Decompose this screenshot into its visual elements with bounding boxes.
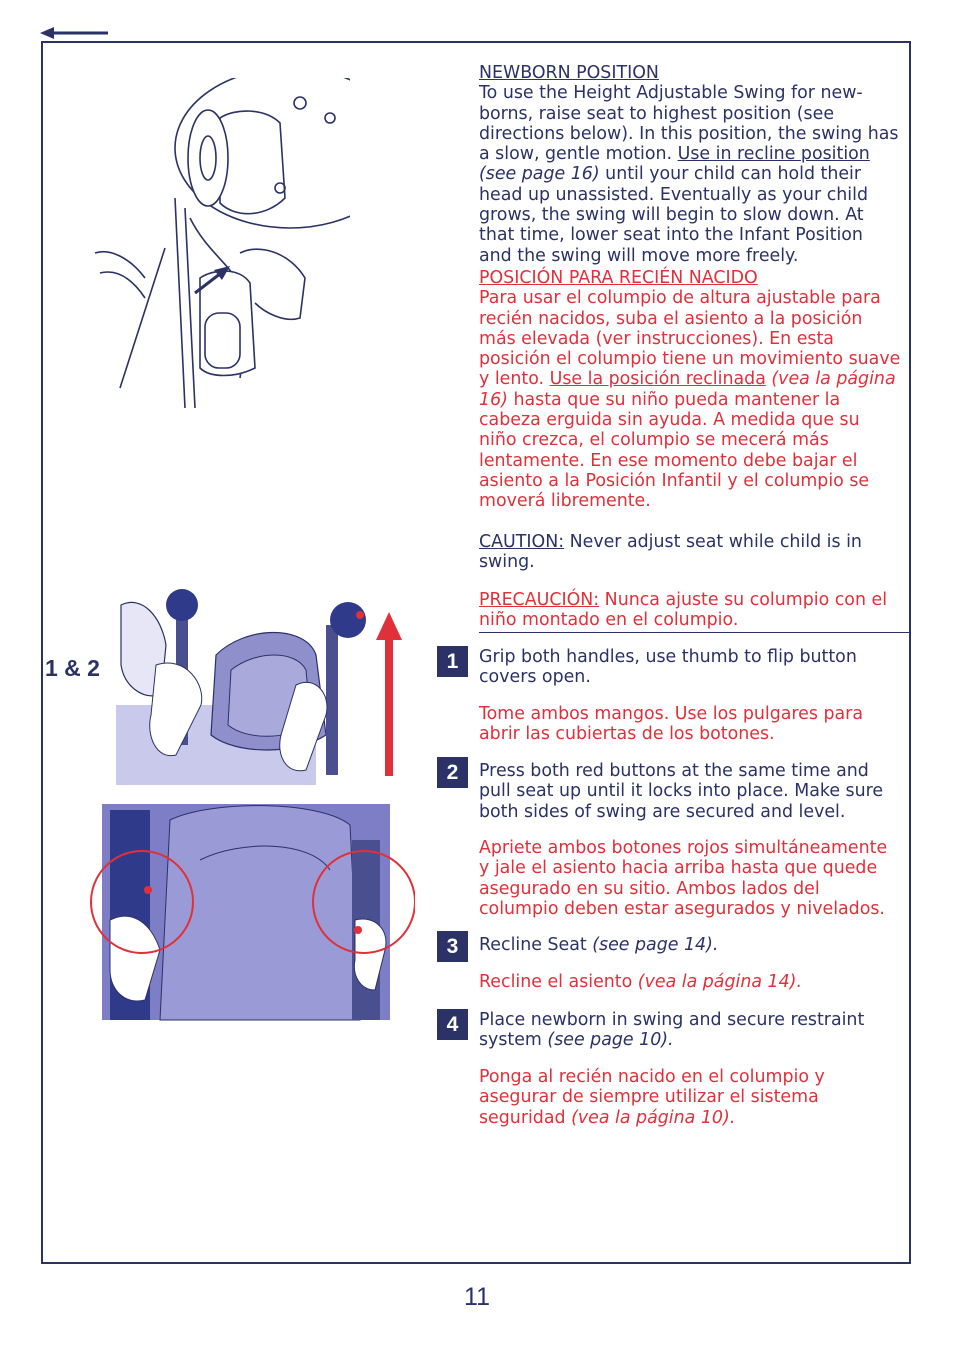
step-4-ref-es: (vea la página 10). <box>565 1107 736 1128</box>
page-number: 11 <box>464 1283 490 1311</box>
newborn-body-en <box>479 83 901 266</box>
posicion-reclinada-link: Use la posición reclinada <box>549 369 766 390</box>
section-divider <box>479 632 911 633</box>
step-3-es <box>479 972 901 992</box>
newborn-body-en-2: until your child can hold their head up unassisted. Eventually as your child grows, the swing will begin to slow down. At that time, lower seat into the Infant Position and the swing will move more freely. <box>479 164 869 266</box>
caution-label-en: CAUTION: <box>479 532 565 552</box>
step-1-es <box>479 704 901 745</box>
back-arrow-icon[interactable] <box>40 24 110 42</box>
step-2-es <box>479 838 901 919</box>
pull-up-arrow-icon <box>376 612 402 776</box>
red-buttons-illustration <box>90 800 415 1022</box>
caution-en <box>479 532 901 573</box>
newborn-body-es-2: hasta que su niño pueda mantener la cabeza erguida sin ayuda. A medida que su niño crezca, el columpio se mecerá más lentamente. En ese momento debe bajar el asiento a la Posición Infantil y el columpio se moverá libremente. <box>479 389 870 512</box>
step-2-en <box>479 761 901 822</box>
step-3-number: 3 <box>437 931 468 962</box>
step-1-text-es: Tome ambos mangos. Use los pulgares para abrir las cubiertas de los botones. <box>479 704 863 745</box>
newborn-seat-illustration <box>90 78 350 418</box>
newborn-heading-en: NEWBORN POSITION <box>479 63 659 83</box>
step-1-number: 1 <box>437 646 468 677</box>
caution-label-es: PRECAUCIÓN: <box>479 590 600 610</box>
step-3-ref-es: (vea la página 14). <box>632 972 802 992</box>
newborn-ref-en: (see page 16) <box>479 164 600 185</box>
step-4-number: 4 <box>437 1009 468 1040</box>
step-1-text-en: Grip both handles, use thumb to flip button covers open. <box>479 647 857 688</box>
newborn-ref-es: (vea la página 16) <box>479 369 896 410</box>
step-2-text-es: Apriete ambos botones rojos simultáneamente y jale el asiento hacia arriba hasta que quede asegurado en su sitio. Ambos lados del columpio deben estar asegurados y nivelados. <box>479 838 888 919</box>
caution-text-en: Never adjust seat while child is in swing. <box>479 532 862 573</box>
step-3-text-es: Recline el asiento <box>479 972 633 992</box>
step-4-en <box>479 1010 901 1051</box>
newborn-body-es-1: Para usar el columpio de altura ajustable para recién nacidos, suba el asiento a la posición más elevada (ver instrucciones). En esta posición el columpio tiene un movimiento suave y lento. <box>479 288 901 390</box>
caution-text-es: Nunca ajuste su columpio con el niño montado en el columpio. <box>479 590 888 631</box>
step-4-ref-en: (see page 10). <box>541 1030 674 1051</box>
newborn-position-section <box>479 63 901 512</box>
step-4-text-es: Ponga al recién nacido en el columpio y asegurar de siempre utilizar el sistema seguridad <box>479 1067 825 1128</box>
recline-position-link: Use in recline position <box>677 144 870 165</box>
step-3-ref-en: (see page 14). <box>586 935 719 955</box>
newborn-body-es <box>479 288 901 511</box>
step-2-text-en: Press both red buttons at the same time and pull seat up until it locks into place. Make sure both sides of swing are secured and level. <box>479 761 884 822</box>
step-4-text-en: Place newborn in swing and secure restraint system <box>479 1010 865 1051</box>
step-1-en <box>479 647 901 688</box>
grip-handles-illustration <box>116 585 410 785</box>
newborn-heading-es: POSICIÓN PARA RECIÉN NACIDO <box>479 267 758 288</box>
step-3-text-en: Recline Seat <box>479 935 587 955</box>
step-4-es <box>479 1067 901 1128</box>
newborn-body-en-1: To use the Height Adjustable Swing for new-borns, raise seat to highest position (see directions below). In this position, the swing has a slow, gentle motion. <box>479 83 899 165</box>
step-3-en <box>479 935 901 955</box>
caution-es <box>479 590 901 631</box>
step-2-number: 2 <box>437 757 468 788</box>
figure-label: 1 & 2 <box>45 655 100 681</box>
